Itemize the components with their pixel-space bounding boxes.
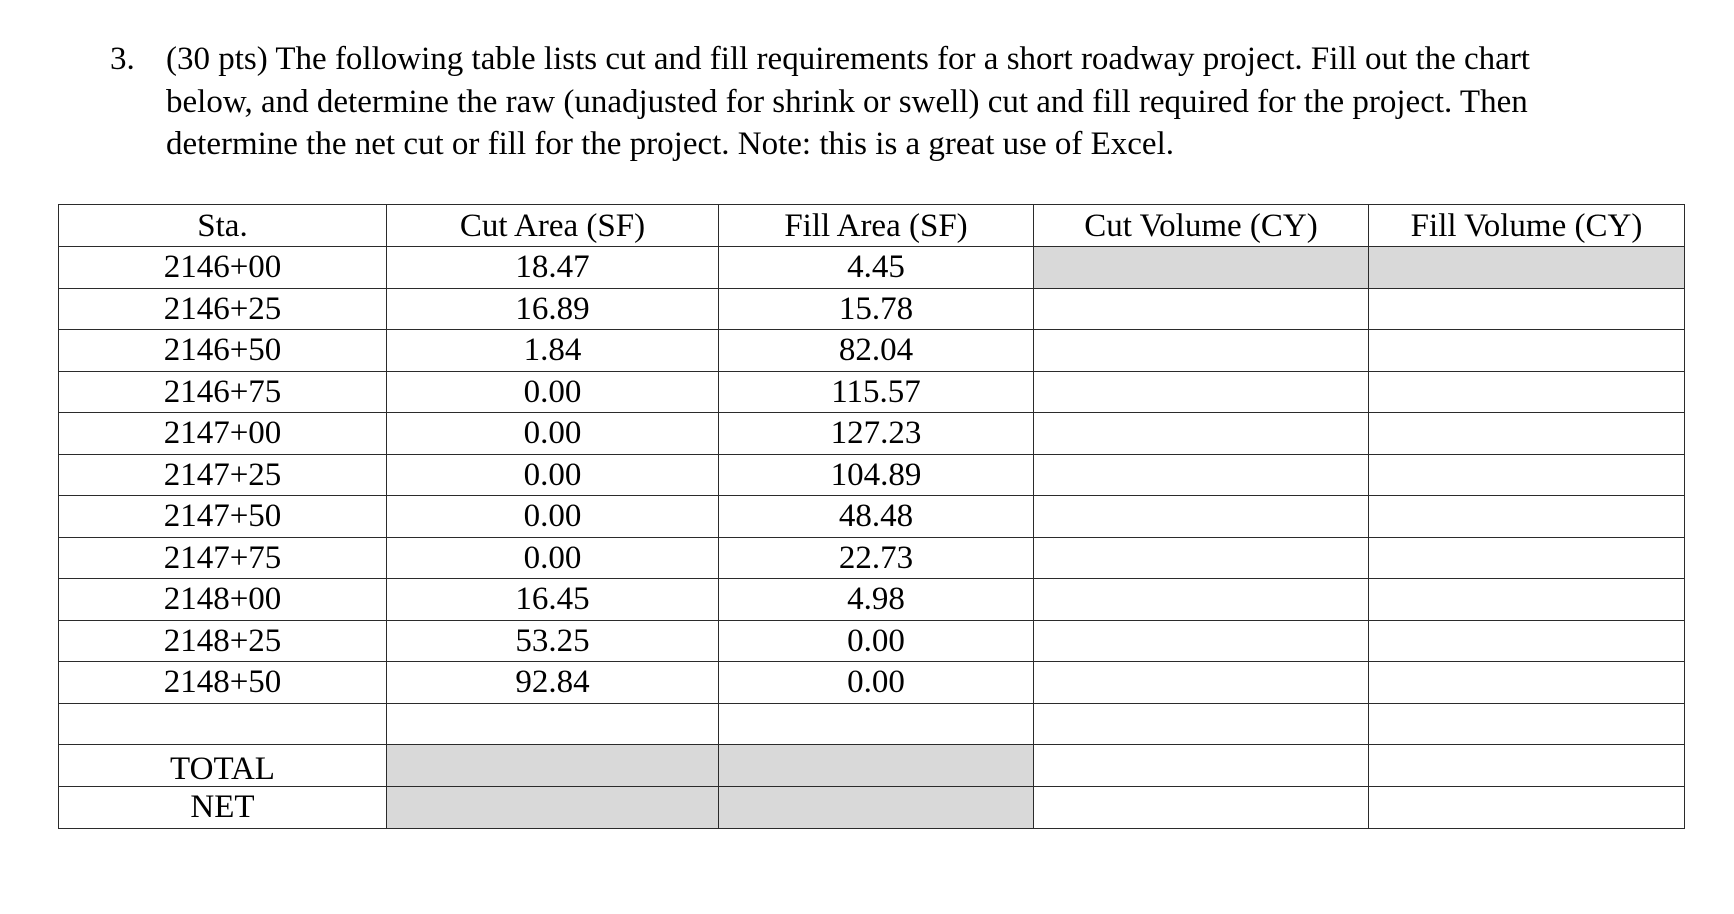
fill-volume-cell[interactable] (1369, 288, 1685, 330)
cut-volume-cell[interactable] (1034, 537, 1369, 579)
table-row (59, 537, 1685, 579)
station-cell: 2146+00 (59, 247, 387, 289)
question-block (110, 38, 1670, 166)
cut-area-cell: 53.25 (387, 620, 719, 662)
cut-volume-cell[interactable] (1034, 620, 1369, 662)
table-row (59, 620, 1685, 662)
total-row (59, 745, 1685, 787)
net-cut-volume-cell[interactable] (1034, 787, 1369, 829)
station-cell: 2147+00 (59, 413, 387, 455)
header-fill-volume: Fill Volume (CY) (1369, 205, 1685, 247)
cut-volume-cell[interactable] (1034, 454, 1369, 496)
fill-volume-cell[interactable] (1369, 537, 1685, 579)
station-cell: 2148+00 (59, 579, 387, 621)
fill-volume-cell[interactable] (1369, 330, 1685, 372)
station-cell: 2147+75 (59, 537, 387, 579)
blank-cell (387, 703, 719, 745)
cut-area-cell: 16.89 (387, 288, 719, 330)
question-line: determine the net cut or fill for the project. Note: this is a great use of Excel. (166, 126, 1174, 162)
station-cell: 2148+50 (59, 662, 387, 704)
cut-volume-cell (1034, 247, 1369, 289)
fill-volume-cell[interactable] (1369, 413, 1685, 455)
fill-volume-cell[interactable] (1369, 579, 1685, 621)
fill-volume-cell[interactable] (1369, 454, 1685, 496)
net-label: NET (59, 787, 387, 829)
cut-area-cell: 18.47 (387, 247, 719, 289)
cut-area-cell: 1.84 (387, 330, 719, 372)
cut-volume-cell[interactable] (1034, 288, 1369, 330)
net-cut-area-cell (387, 787, 719, 829)
header-cut-volume: Cut Volume (CY) (1034, 205, 1369, 247)
cut-area-cell: 92.84 (387, 662, 719, 704)
station-cell: 2146+50 (59, 330, 387, 372)
net-fill-area-cell (719, 787, 1034, 829)
fill-area-cell: 104.89 (719, 454, 1034, 496)
cut-volume-cell[interactable] (1034, 371, 1369, 413)
cut-area-cell: 0.00 (387, 454, 719, 496)
blank-cell[interactable] (1369, 703, 1685, 745)
table-row (59, 330, 1685, 372)
fill-area-cell: 115.57 (719, 371, 1034, 413)
table-row (59, 247, 1685, 289)
cut-area-cell: 0.00 (387, 371, 719, 413)
table-row (59, 371, 1685, 413)
header-station: Sta. (59, 205, 387, 247)
blank-row (59, 703, 1685, 745)
fill-area-cell: 4.45 (719, 247, 1034, 289)
fill-area-cell: 82.04 (719, 330, 1034, 372)
fill-area-cell: 0.00 (719, 620, 1034, 662)
cut-area-cell: 0.00 (387, 413, 719, 455)
fill-volume-cell (1369, 247, 1685, 289)
fill-area-cell: 0.00 (719, 662, 1034, 704)
total-fill-volume-cell[interactable] (1369, 745, 1685, 787)
header-fill-area: Fill Area (SF) (719, 205, 1034, 247)
cut-volume-cell[interactable] (1034, 662, 1369, 704)
station-cell: 2148+25 (59, 620, 387, 662)
cut-volume-cell[interactable] (1034, 496, 1369, 538)
cut-volume-cell[interactable] (1034, 413, 1369, 455)
station-cell: 2147+25 (59, 454, 387, 496)
table-row (59, 496, 1685, 538)
station-cell: 2146+25 (59, 288, 387, 330)
blank-cell (719, 703, 1034, 745)
cut-area-cell: 0.00 (387, 496, 719, 538)
question-number: 3. (110, 41, 135, 77)
blank-cell (59, 703, 387, 745)
fill-volume-cell[interactable] (1369, 496, 1685, 538)
question-line: (30 pts) The following table lists cut and fill requirements for a short roadway project. Fill out the chart (166, 41, 1530, 77)
header-cut-area: Cut Area (SF) (387, 205, 719, 247)
fill-area-cell: 127.23 (719, 413, 1034, 455)
fill-area-cell: 4.98 (719, 579, 1034, 621)
cut-area-cell: 0.00 (387, 537, 719, 579)
cut-fill-table (58, 204, 1685, 829)
fill-volume-cell[interactable] (1369, 662, 1685, 704)
total-fill-area-cell (719, 745, 1034, 787)
station-cell: 2146+75 (59, 371, 387, 413)
table-header-row (59, 205, 1685, 247)
table-row (59, 454, 1685, 496)
question-line: below, and determine the raw (unadjusted for shrink or swell) cut and fill required for the project. Then (166, 83, 1528, 120)
table-row (59, 579, 1685, 621)
fill-area-cell: 22.73 (719, 537, 1034, 579)
total-cut-volume-cell[interactable] (1034, 745, 1369, 787)
question-text (166, 38, 1666, 166)
table-row (59, 288, 1685, 330)
cut-area-cell: 16.45 (387, 579, 719, 621)
cut-volume-cell[interactable] (1034, 579, 1369, 621)
fill-area-cell: 48.48 (719, 496, 1034, 538)
fill-volume-cell[interactable] (1369, 371, 1685, 413)
fill-volume-cell[interactable] (1369, 620, 1685, 662)
total-cut-area-cell (387, 745, 719, 787)
net-row (59, 787, 1685, 829)
total-label: TOTAL (59, 745, 387, 787)
cut-volume-cell[interactable] (1034, 330, 1369, 372)
table-row (59, 662, 1685, 704)
station-cell: 2147+50 (59, 496, 387, 538)
blank-cell[interactable] (1034, 703, 1369, 745)
fill-area-cell: 15.78 (719, 288, 1034, 330)
table-row (59, 413, 1685, 455)
net-fill-volume-cell[interactable] (1369, 787, 1685, 829)
